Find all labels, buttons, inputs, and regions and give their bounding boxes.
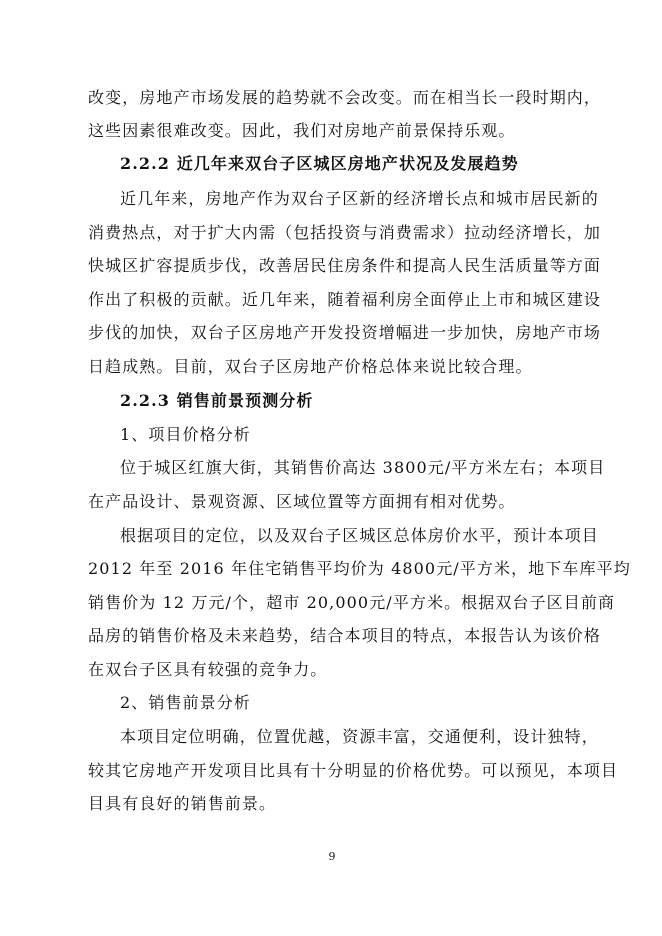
paragraph-line: 根据项目的定位，以及双台子区城区总体房价水平，预计本项目 (120, 526, 599, 545)
paragraph-line: 本项目定位明确，位置优越，资源丰富，交通便利，设计独特， (120, 727, 599, 746)
paragraph-line: 这些因素很难改变。因此，我们对房地产前景保持乐观。 (88, 121, 516, 140)
section-heading-2-2-2: 2.2.2 近几年来双台子区城区房地产状况及发展趋势 (120, 154, 519, 173)
page-number: 9 (328, 850, 336, 863)
paragraph-line: 日趋成熟。目前，双台子区房地产价格总体来说比较合理。 (88, 357, 533, 376)
paragraph-line: 较其它房地产开发项目比具有十分明显的价格优势。可以预见，本项目 (88, 761, 619, 780)
paragraph-line: 改变，房地产市场发展的趋势就不会改变。而在相当长一段时期内， (88, 88, 602, 107)
paragraph-line: 品房的销售价格及未来趋势，结合本项目的特点，本报告认为该价格 (88, 626, 602, 645)
paragraph-line: 快城区扩容提质步伐，改善居民住房条件和提高人民生活质量等方面 (88, 256, 602, 275)
paragraph-line: 近几年来，房地产作为双台子区新的经济增长点和城市居民新的 (120, 189, 599, 208)
paragraph-line: 位于城区红旗大街，其销售价高达 3800元/平方米左右；本项目 (120, 458, 606, 477)
paragraph-line: 销售价为 12 万元/个，超市 20,000元/平方米。根据双台子区目前商 (88, 593, 616, 612)
paragraph-line: 步伐的加快，双台子区房地产开发投资增幅进一步加快，房地产市场 (88, 323, 602, 342)
section-heading-2-2-3: 2.2.3 销售前景预测分析 (120, 391, 314, 410)
subheading-sales-outlook: 2、销售前景分析 (120, 693, 251, 712)
paragraph-line: 在双台子区具有较强的竞争力。 (88, 660, 328, 679)
paragraph-line: 2012 年至 2016 年住宅销售平均价为 4800元/平方米，地下车库平均 (88, 559, 631, 578)
paragraph-line: 目具有良好的销售前景。 (88, 794, 277, 813)
paragraph-line: 在产品设计、景观资源、区域位置等方面拥有相对优势。 (88, 492, 516, 511)
paragraph-line: 作出了积极的贡献。近几年来，随着福利房全面停止上市和城区建设 (88, 290, 602, 309)
subheading-price-analysis: 1、项目价格分析 (120, 425, 251, 444)
paragraph-line: 消费热点，对于扩大内需（包括投资与消费需求）拉动经济增长，加 (88, 223, 602, 242)
